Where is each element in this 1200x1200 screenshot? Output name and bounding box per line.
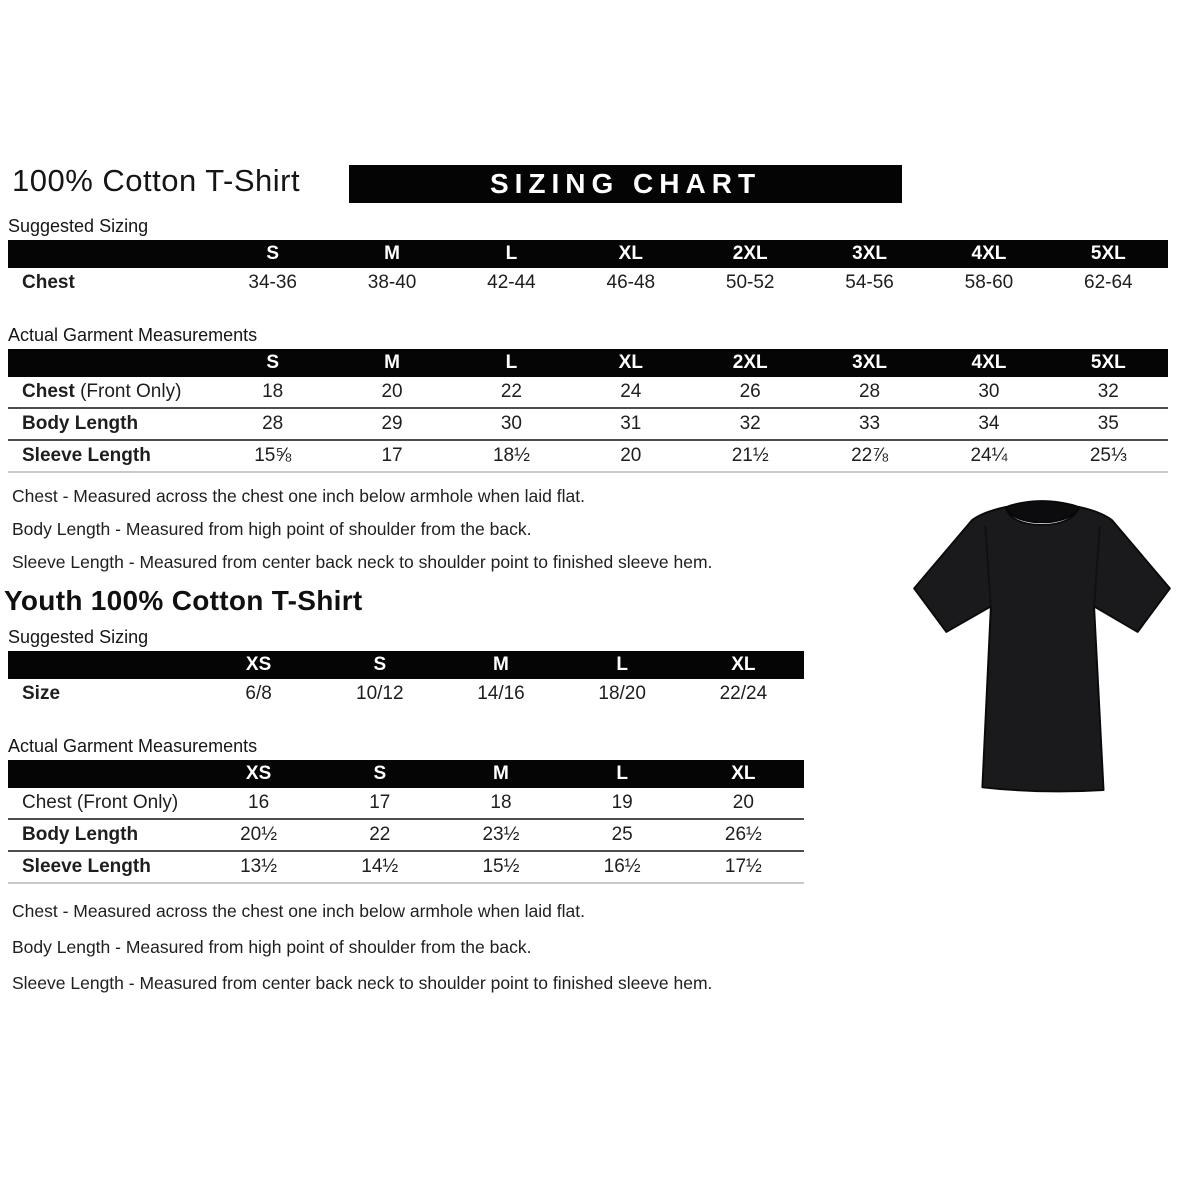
measurement-cell: 18 <box>490 792 512 813</box>
measurement-cell: 28 <box>858 381 881 402</box>
measurement-cell: 54-56 <box>845 272 894 293</box>
header-spacer <box>8 651 198 679</box>
measurement-cell: 19 <box>611 792 633 813</box>
adult-suggested-sizing-table <box>8 240 1168 298</box>
size-column-header: 3XL <box>810 349 929 377</box>
table-row <box>8 819 804 851</box>
measurement-cell: 30 <box>500 413 522 434</box>
note-sleeve-length: Sleeve Length - Measured from center back neck to shoulder point to finished sleeve hem. <box>12 973 713 993</box>
note-body-length: Body Length - Measured from high point of shoulder from the back. <box>12 519 532 539</box>
measurement-cell: 14½ <box>361 856 399 877</box>
measurement-cell: 22 <box>369 824 391 845</box>
size-column-header: S <box>213 240 332 268</box>
row-label: Chest <box>22 272 75 293</box>
youth-measurement-notes <box>8 901 1170 993</box>
adult-suggested-sizing-label: Suggested Sizing <box>8 216 149 236</box>
row-label: Chest (Front Only) <box>22 792 179 813</box>
table-row <box>8 440 1168 472</box>
measurement-cell: 34-36 <box>248 272 297 293</box>
row-label: Body Length <box>22 824 139 845</box>
measurement-cell: 22 <box>500 381 522 402</box>
youth-suggested-sizing-table <box>8 651 804 709</box>
size-column-header: M <box>440 760 561 788</box>
measurement-cell: 33 <box>858 413 881 434</box>
measurement-cell: 29 <box>381 413 403 434</box>
table-row <box>8 851 804 883</box>
size-column-header: 2XL <box>691 240 810 268</box>
table-row <box>8 408 1168 440</box>
size-column-header: XS <box>198 651 319 679</box>
adult-measurements-table <box>8 349 1168 473</box>
size-header-row <box>8 760 804 788</box>
size-column-header: XL <box>571 240 690 268</box>
measurement-cell: 30 <box>978 381 1000 402</box>
measurement-cell: 18 <box>262 381 284 402</box>
measurement-cell: 42-44 <box>487 272 536 293</box>
measurement-cell: 17 <box>381 445 403 466</box>
measurement-cell: 24¼ <box>970 445 1008 466</box>
table-row <box>8 268 1168 298</box>
measurement-cell: 15½ <box>482 856 520 877</box>
header-spacer <box>8 240 213 268</box>
size-column-header: 2XL <box>691 349 810 377</box>
size-column-header: L <box>562 760 683 788</box>
size-column-header: S <box>319 760 440 788</box>
youth-measurements-table <box>8 760 804 884</box>
measurement-cell: 20 <box>620 445 642 466</box>
size-column-header: XL <box>683 760 804 788</box>
measurement-cell: 31 <box>620 413 642 434</box>
measurement-cell: 20 <box>732 792 754 813</box>
header-spacer <box>8 760 198 788</box>
measurement-cell: 38-40 <box>367 272 417 293</box>
tshirt-graphic <box>888 488 1196 810</box>
measurement-cell: 22/24 <box>719 683 768 704</box>
size-column-header: 4XL <box>929 240 1048 268</box>
measurement-cell: 15⅝ <box>254 445 292 466</box>
measurement-cell: 20 <box>381 381 403 402</box>
note-body-length: Body Length - Measured from high point of shoulder from the back. <box>12 937 532 957</box>
measurement-cell: 46-48 <box>606 272 656 293</box>
note-chest: Chest - Measured across the chest one inch below armhole when laid flat. <box>12 901 585 921</box>
size-header-row <box>8 651 804 679</box>
measurement-cell: 25⅓ <box>1089 445 1127 466</box>
size-column-header: XL <box>683 651 804 679</box>
size-column-header: L <box>452 349 571 377</box>
row-label: Chest (Front Only) <box>22 381 182 402</box>
measurement-cell: 50-52 <box>725 272 775 293</box>
measurement-cell: 58-60 <box>964 272 1014 293</box>
measurement-cell: 26 <box>739 381 761 402</box>
header-spacer <box>8 349 213 377</box>
measurement-cell: 16 <box>248 792 270 813</box>
measurement-cell: 16½ <box>603 856 641 877</box>
measurement-cell: 20½ <box>240 824 278 845</box>
size-header-row <box>8 240 1168 268</box>
header-row <box>8 163 1170 207</box>
measurement-cell: 21½ <box>731 445 769 466</box>
measurement-cell: 13½ <box>240 856 278 877</box>
note-sleeve-length: Sleeve Length - Measured from center back neck to shoulder point to finished sleeve hem. <box>12 552 713 572</box>
sizing-chart-banner: SIZING CHART <box>349 165 902 203</box>
measurement-cell: 32 <box>739 413 761 434</box>
size-column-header: M <box>332 240 451 268</box>
measurement-cell: 25 <box>611 824 633 845</box>
adult-measurements-label: Actual Garment Measurements <box>8 325 258 345</box>
youth-suggested-sizing-label: Suggested Sizing <box>8 627 149 647</box>
table-row <box>8 788 804 819</box>
table-row <box>8 377 1168 408</box>
size-column-header: 3XL <box>810 240 929 268</box>
size-column-header: 5XL <box>1049 349 1168 377</box>
table-row <box>8 679 804 709</box>
measurement-cell: 22⅞ <box>851 445 889 466</box>
tshirt-image <box>888 488 1196 810</box>
size-column-header: S <box>319 651 440 679</box>
measurement-cell: 35 <box>1097 413 1119 434</box>
measurement-cell: 18/20 <box>598 683 646 704</box>
measurement-cell: 23½ <box>482 824 520 845</box>
size-column-header: XS <box>198 760 319 788</box>
measurement-cell: 10/12 <box>356 683 404 704</box>
measurement-cell: 6/8 <box>245 683 272 704</box>
size-column-header: S <box>213 349 332 377</box>
row-label: Sleeve Length <box>22 445 151 466</box>
measurement-cell: 17 <box>369 792 391 813</box>
tshirt-body <box>914 507 1170 792</box>
size-column-header: 5XL <box>1049 240 1168 268</box>
row-label: Size <box>22 683 61 704</box>
size-column-header: L <box>452 240 571 268</box>
size-column-header: M <box>332 349 451 377</box>
measurement-cell: 24 <box>620 381 642 402</box>
size-header-row <box>8 349 1168 377</box>
youth-section-title: Youth 100% Cotton T-Shirt <box>4 585 363 616</box>
measurement-cell: 18½ <box>492 445 530 466</box>
measurement-cell: 34 <box>978 413 1000 434</box>
measurement-cell: 32 <box>1097 381 1119 402</box>
size-column-header: L <box>562 651 683 679</box>
measurement-cell: 17½ <box>724 856 762 877</box>
size-column-header: M <box>440 651 561 679</box>
page-title: 100% Cotton T-Shirt <box>12 163 301 198</box>
note-chest: Chest - Measured across the chest one inch below armhole when laid flat. <box>12 486 585 506</box>
size-column-header: XL <box>571 349 690 377</box>
row-label: Body Length <box>22 413 139 434</box>
measurement-cell: 14/16 <box>477 683 525 704</box>
measurement-cell: 26½ <box>724 824 762 845</box>
measurement-cell: 62-64 <box>1084 272 1133 293</box>
size-column-header: 4XL <box>929 349 1048 377</box>
measurement-cell: 28 <box>262 413 284 434</box>
row-label: Sleeve Length <box>22 856 151 877</box>
youth-measurements-label: Actual Garment Measurements <box>8 736 258 756</box>
